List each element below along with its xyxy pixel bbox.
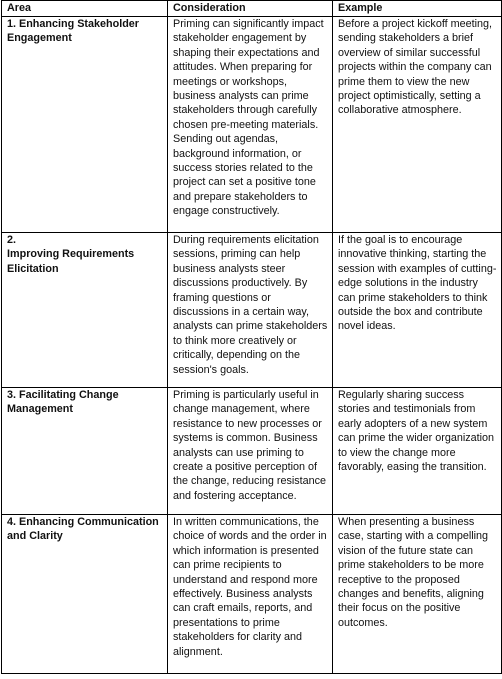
consideration-cell: Priming is particularly useful in change management, where resistance to new processes or systems is common. Business analysts can use priming to create a positive perception of the change, reducing resistance and fostering acceptance. <box>168 388 333 515</box>
consideration-cell: During requirements elicitation sessions, priming can help business analysts steer discussions productively. By framing questions or discussions in a certain way, analysts can prime stakeholders to think more creatively or critically, depending on the session's goals. <box>168 233 333 388</box>
header-consideration: Consideration <box>168 1 333 17</box>
area-label: Improving Requirements Elicitation <box>7 248 135 275</box>
example-cell: If the goal is to encourage innovative thinking, starting the session with examples of cutting-edge solutions in the industry can prime stakeholders to think outside the box and contribute novel ideas. <box>333 233 502 388</box>
consideration-cell: In written communications, the choice of words and the order in which information is presented can prime recipients to understand and respond more effectively. Business analysts can craft emails, reports, and presentations to prime stakeholders for clarity and alignment. <box>168 515 333 674</box>
example-cell: Regularly sharing success stories and testimonials from early adopters of a new system can prime the wider organization to view the change more favorably, easing the transition. <box>333 388 502 515</box>
area-cell <box>2 388 168 515</box>
header-example: Example <box>333 1 502 17</box>
area-label: 4. Enhancing Communication and Clarity <box>7 516 159 543</box>
table-row <box>2 233 502 388</box>
table-row <box>2 388 502 515</box>
area-number: 2. <box>7 234 17 246</box>
area-label: 1. Enhancing Stakeholder Engagement <box>7 18 139 45</box>
area-label: 3. Facilitating Change Management <box>7 389 119 416</box>
header-area: Area <box>2 1 168 17</box>
area-cell <box>2 515 168 674</box>
table-row <box>2 515 502 674</box>
example-cell: When presenting a business case, starting with a compelling vision of the future state can prime stakeholders to be more receptive to the proposed changes and benefits, aligning their focus on the positive outcomes. <box>333 515 502 674</box>
table-row <box>2 17 502 233</box>
consideration-cell: Priming can significantly impact stakeholder engagement by shaping their expectations and attitudes. When preparing for meetings or workshops, business analysts can prime stakeholders through carefully chosen pre-meeting materials. Sending out agendas, background information, or success stories related to the project can set a positive tone and prepare stakeholders to engage constructively. <box>168 17 333 233</box>
priming-table <box>1 0 502 674</box>
example-cell: Before a project kickoff meeting, sending stakeholders a brief overview of similar successful projects within the company can prime them to view the new project optimistically, setting a collaborative atmosphere. <box>333 17 502 233</box>
header-row <box>2 1 502 17</box>
area-cell <box>2 17 168 233</box>
area-cell <box>2 233 168 388</box>
